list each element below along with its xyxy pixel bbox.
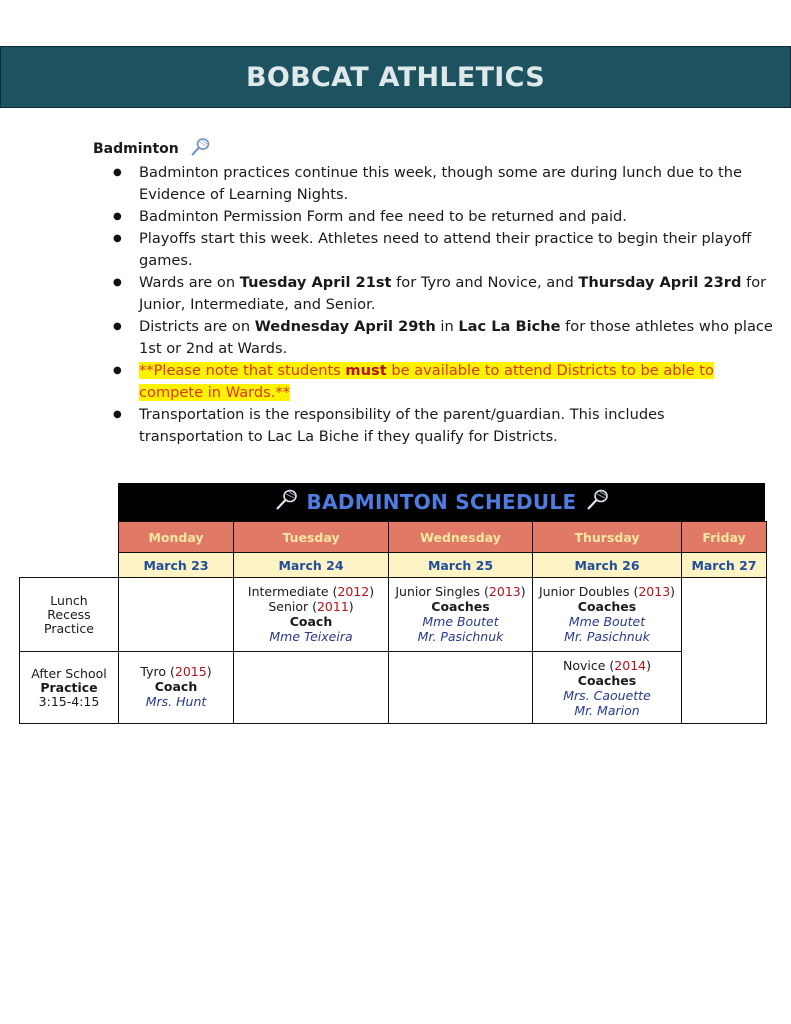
date-wednesday: March 25: [389, 553, 533, 578]
cell-friday: [682, 578, 767, 724]
date-tuesday: March 24: [234, 553, 389, 578]
day-header-thursday: Thursday: [533, 522, 682, 553]
date-friday: March 27: [682, 553, 767, 578]
date-monday: March 23: [119, 553, 234, 578]
date-header-row: [20, 553, 767, 578]
schedule-table: [19, 521, 767, 724]
page-title: BOBCAT ATHLETICS: [245, 61, 546, 93]
list-item: ● Wards are on Tuesday April 21st for Tyro and Novice, and Thursday April 23rd for Junior, Intermediate, and Senior.: [93, 272, 773, 316]
corner-cell: [20, 553, 119, 578]
cell-lunch-thursday: Junior Doubles (2013) Coaches Mme Boutet Mr. Pasichnuk: [533, 578, 682, 652]
badminton-racket-icon: [189, 137, 211, 161]
badminton-section: [93, 138, 773, 448]
day-header-wednesday: Wednesday: [389, 522, 533, 553]
day-header-row: [20, 522, 767, 553]
list-item: ● Playoffs start this week. Athletes need to attend their practice to begin their playoff games.: [93, 228, 773, 272]
list-item: ● Badminton Permission Form and fee need to be returned and paid.: [93, 206, 773, 228]
cell-after-monday: Tyro (2015) Coach Mrs. Hunt: [119, 652, 234, 724]
row-label-after-school: After School Practice 3:15-4:15: [20, 652, 119, 724]
section-title: Badminton: [93, 141, 179, 157]
highlighted-note: ● **Please note that students must be available to attend Districts to be able to compete in Wards.**: [93, 360, 773, 404]
list-item: ● Districts are on Wednesday April 29th in Lac La Biche for those athletes who place 1st or 2nd at Wards.: [93, 316, 773, 360]
announcement-list: [93, 162, 773, 448]
after-school-row: [20, 652, 767, 724]
page-banner: [0, 46, 791, 108]
lunch-practice-row: [20, 578, 767, 652]
badminton-racket-icon: [273, 488, 299, 516]
cell-after-tuesday: [234, 652, 389, 724]
list-item: ● Transportation is the responsibility of the parent/guardian. This includes transportation to Lac La Biche if they qualify for Districts.: [93, 404, 773, 448]
cell-lunch-wednesday: Junior Singles (2013) Coaches Mme Boutet Mr. Pasichnuk: [389, 578, 533, 652]
cell-after-thursday: Novice (2014) Coaches Mrs. Caouette Mr. Marion: [533, 652, 682, 724]
date-thursday: March 26: [533, 553, 682, 578]
list-item: ● Badminton practices continue this week, though some are during lunch due to the Evidence of Learning Nights.: [93, 162, 773, 206]
cell-after-wednesday: [389, 652, 533, 724]
schedule-title-bar: [118, 483, 765, 521]
day-header-monday: Monday: [119, 522, 234, 553]
schedule-title: BADMINTON SCHEDULE: [306, 490, 577, 514]
cell-lunch-tuesday: Intermediate (2012) Senior (2011) Coach Mme Teixeira: [234, 578, 389, 652]
corner-cell: [20, 522, 119, 553]
badminton-racket-icon: [584, 488, 610, 516]
row-label-lunch: Lunch Recess Practice: [20, 578, 119, 652]
cell-lunch-monday: [119, 578, 234, 652]
section-heading: [93, 138, 773, 160]
day-header-tuesday: Tuesday: [234, 522, 389, 553]
day-header-friday: Friday: [682, 522, 767, 553]
